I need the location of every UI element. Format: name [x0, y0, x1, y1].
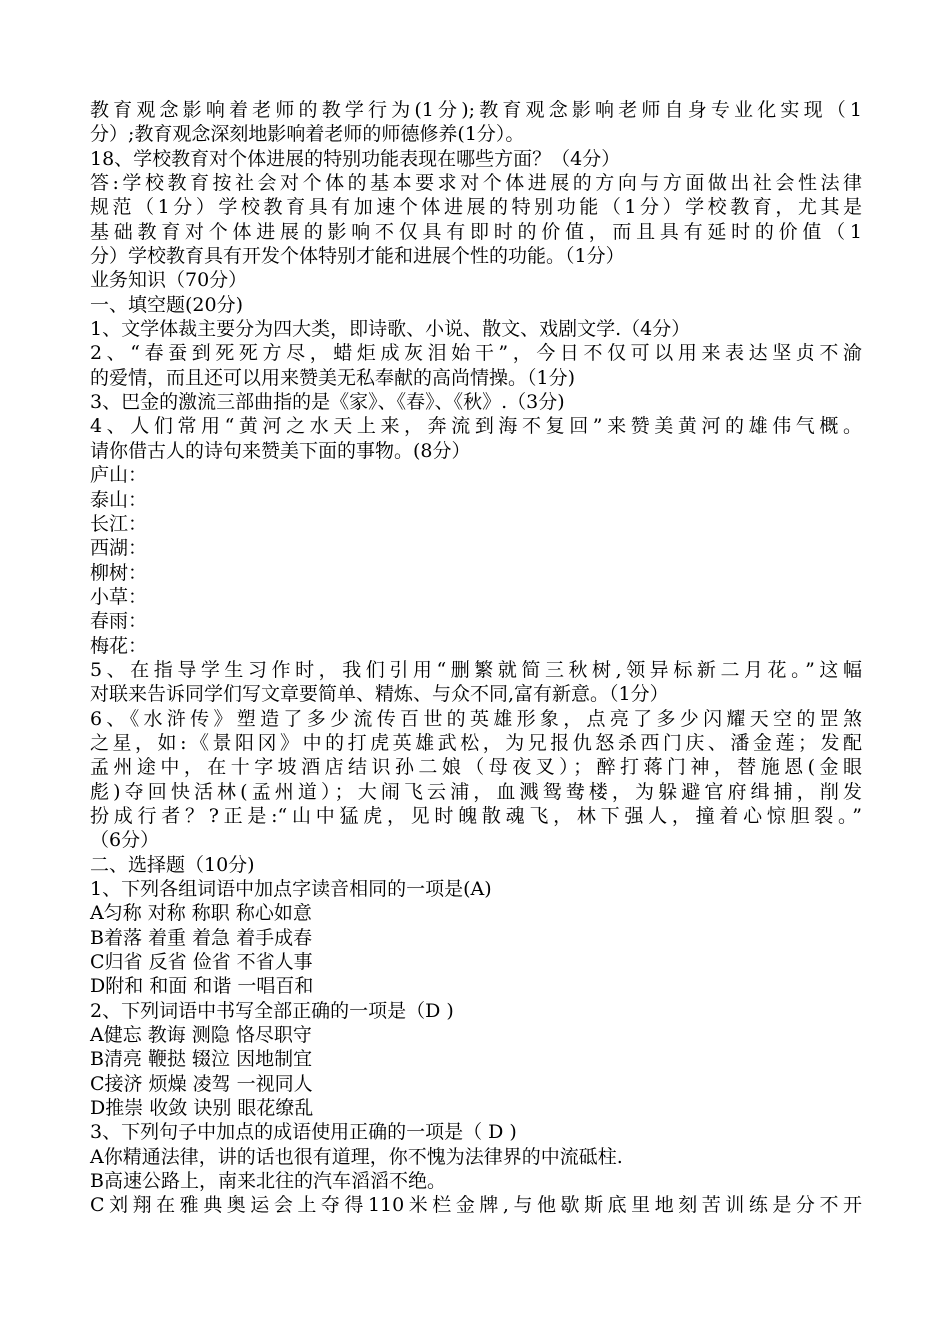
text-line: C刘翔在雅典奥运会上夺得110米栏金牌,与他歇斯底里地刻苦训练是分不开 [90, 1194, 862, 1217]
text-line: 请你借古人的诗句来赞美下面的事物。(8分） [90, 439, 471, 462]
text-line: 业务知识（70分） [90, 269, 248, 292]
text-line: 一、填空题(20分) [90, 293, 244, 316]
text-line: 教育观念影响着老师的教学行为(1分);教育观念影响老师自身专业化实现（1 [90, 99, 862, 121]
text-line: 2、下列词语中书写全部正确的一项是（D ) [90, 999, 454, 1022]
text-line: 答:学校教育按社会对个体的基本要求对个体进展的方向与方面做出社会性法律 [90, 172, 862, 195]
text-line: 柳树： [90, 561, 148, 584]
text-line: C接济 烦燥 凌驾 一视同人 [90, 1072, 313, 1095]
text-line: 分）;教育观念深刻地影响着老师的师德修养(1分）。 [90, 123, 525, 146]
text-line: 西湖： [90, 537, 148, 560]
text-line: 孟州途中，在十字坡酒店结识孙二娘（母夜叉）；醉打蒋门神，替施恩(金眼 [90, 756, 862, 779]
text-line: 扮成行者？?正是:“山中猛虎，见时魄散魂飞，林下强人，撞着心惊胆裂。” [90, 804, 862, 827]
text-line: B着落 着重 着急 着手成春 [90, 926, 313, 949]
document-page [90, 98, 862, 1218]
text-line: 泰山： [90, 488, 148, 511]
text-line: 之星，如:《景阳冈》中的打虎英雄武松，为兄报仇怒杀西门庆、潘金莲；发配 [90, 731, 862, 754]
text-line: 庐山： [90, 464, 148, 487]
text-line: 规范（1分）学校教育具有加速个体进展的特别功能（1分）学校教育，尤其是 [90, 196, 862, 219]
text-line: 4、人们常用“黄河之水天上来，奔流到海不复回”来赞美黄河的雄伟气概。 [90, 415, 862, 438]
text-line: （6分） [90, 829, 160, 852]
text-line: 基础教育对个体进展的影响不仅具有即时的价值，而且具有延时的价值（1 [90, 220, 862, 243]
text-line: 彪)夺回快活林(孟州道）；大闹飞云浦，血溅鸳鸯楼，为躲避官府缉捕，削发 [90, 780, 862, 803]
text-line: B高速公路上，南来北往的汽车滔滔不绝。 [90, 1170, 446, 1193]
text-line: 2、“春蚕到死死方尽，蜡炬成灰泪始干”，今日不仅可以用来表达坚贞不渝 [90, 342, 862, 365]
text-line: 小草： [90, 585, 148, 608]
text-line: B清亮 鞭挞 辍泣 因地制宜 [90, 1048, 313, 1071]
text-line: 梅花： [90, 634, 148, 657]
text-line: 5、在指导学生习作时，我们引用“删繁就简三秋树,领异标新二月花。”这幅 [90, 658, 862, 681]
text-line: 18、学校教育对个体进展的特别功能表现在哪些方面？（4分） [90, 147, 621, 170]
text-line: C归省 反省 俭省 不省人事 [90, 951, 313, 974]
text-line: 1、下列各组词语中加点字读音相同的一项是(A) [90, 878, 492, 900]
text-line: A健忘 教诲 测隐 恪尽职守 [90, 1024, 312, 1047]
text-line: D附和 和面 和谐 一唱百和 [90, 975, 314, 998]
text-line: D推崇 收敛 诀别 眼花缭乱 [90, 1097, 314, 1120]
text-line: 6、《水浒传》塑造了多少流传百世的英雄形象，点亮了多少闪耀天空的罡煞 [90, 707, 862, 730]
text-line: 3、下列句子中加点的成语使用正确的一项是（ D ) [90, 1121, 517, 1144]
text-line: 分）学校教育具有开发个体特别才能和进展个性的功能。（1分） [90, 245, 625, 268]
text-line: 长江： [90, 512, 148, 535]
text-line: A匀称 对称 称职 称心如意 [90, 902, 312, 925]
text-line: 3、巴金的激流三部曲指的是《家》、《春》、《秋》.（3分) [90, 391, 565, 414]
text-line: 1、文学体裁主要分为四大类，即诗歌、小说、散文、戏剧文学.（4分） [90, 318, 691, 341]
text-line: 春雨： [90, 610, 148, 633]
text-line: 的爱情，而且还可以用来赞美无私奉献的高尚情操。（1分) [90, 366, 576, 389]
text-line: 二、选择题（10分) [90, 853, 255, 876]
text-line: A你精通法律，讲的话也很有道理，你不愧为法律界的中流砥柱. [90, 1145, 623, 1168]
text-line: 对联来告诉同学们写文章要简单、精炼、与众不同,富有新意。（1分） [90, 683, 669, 706]
